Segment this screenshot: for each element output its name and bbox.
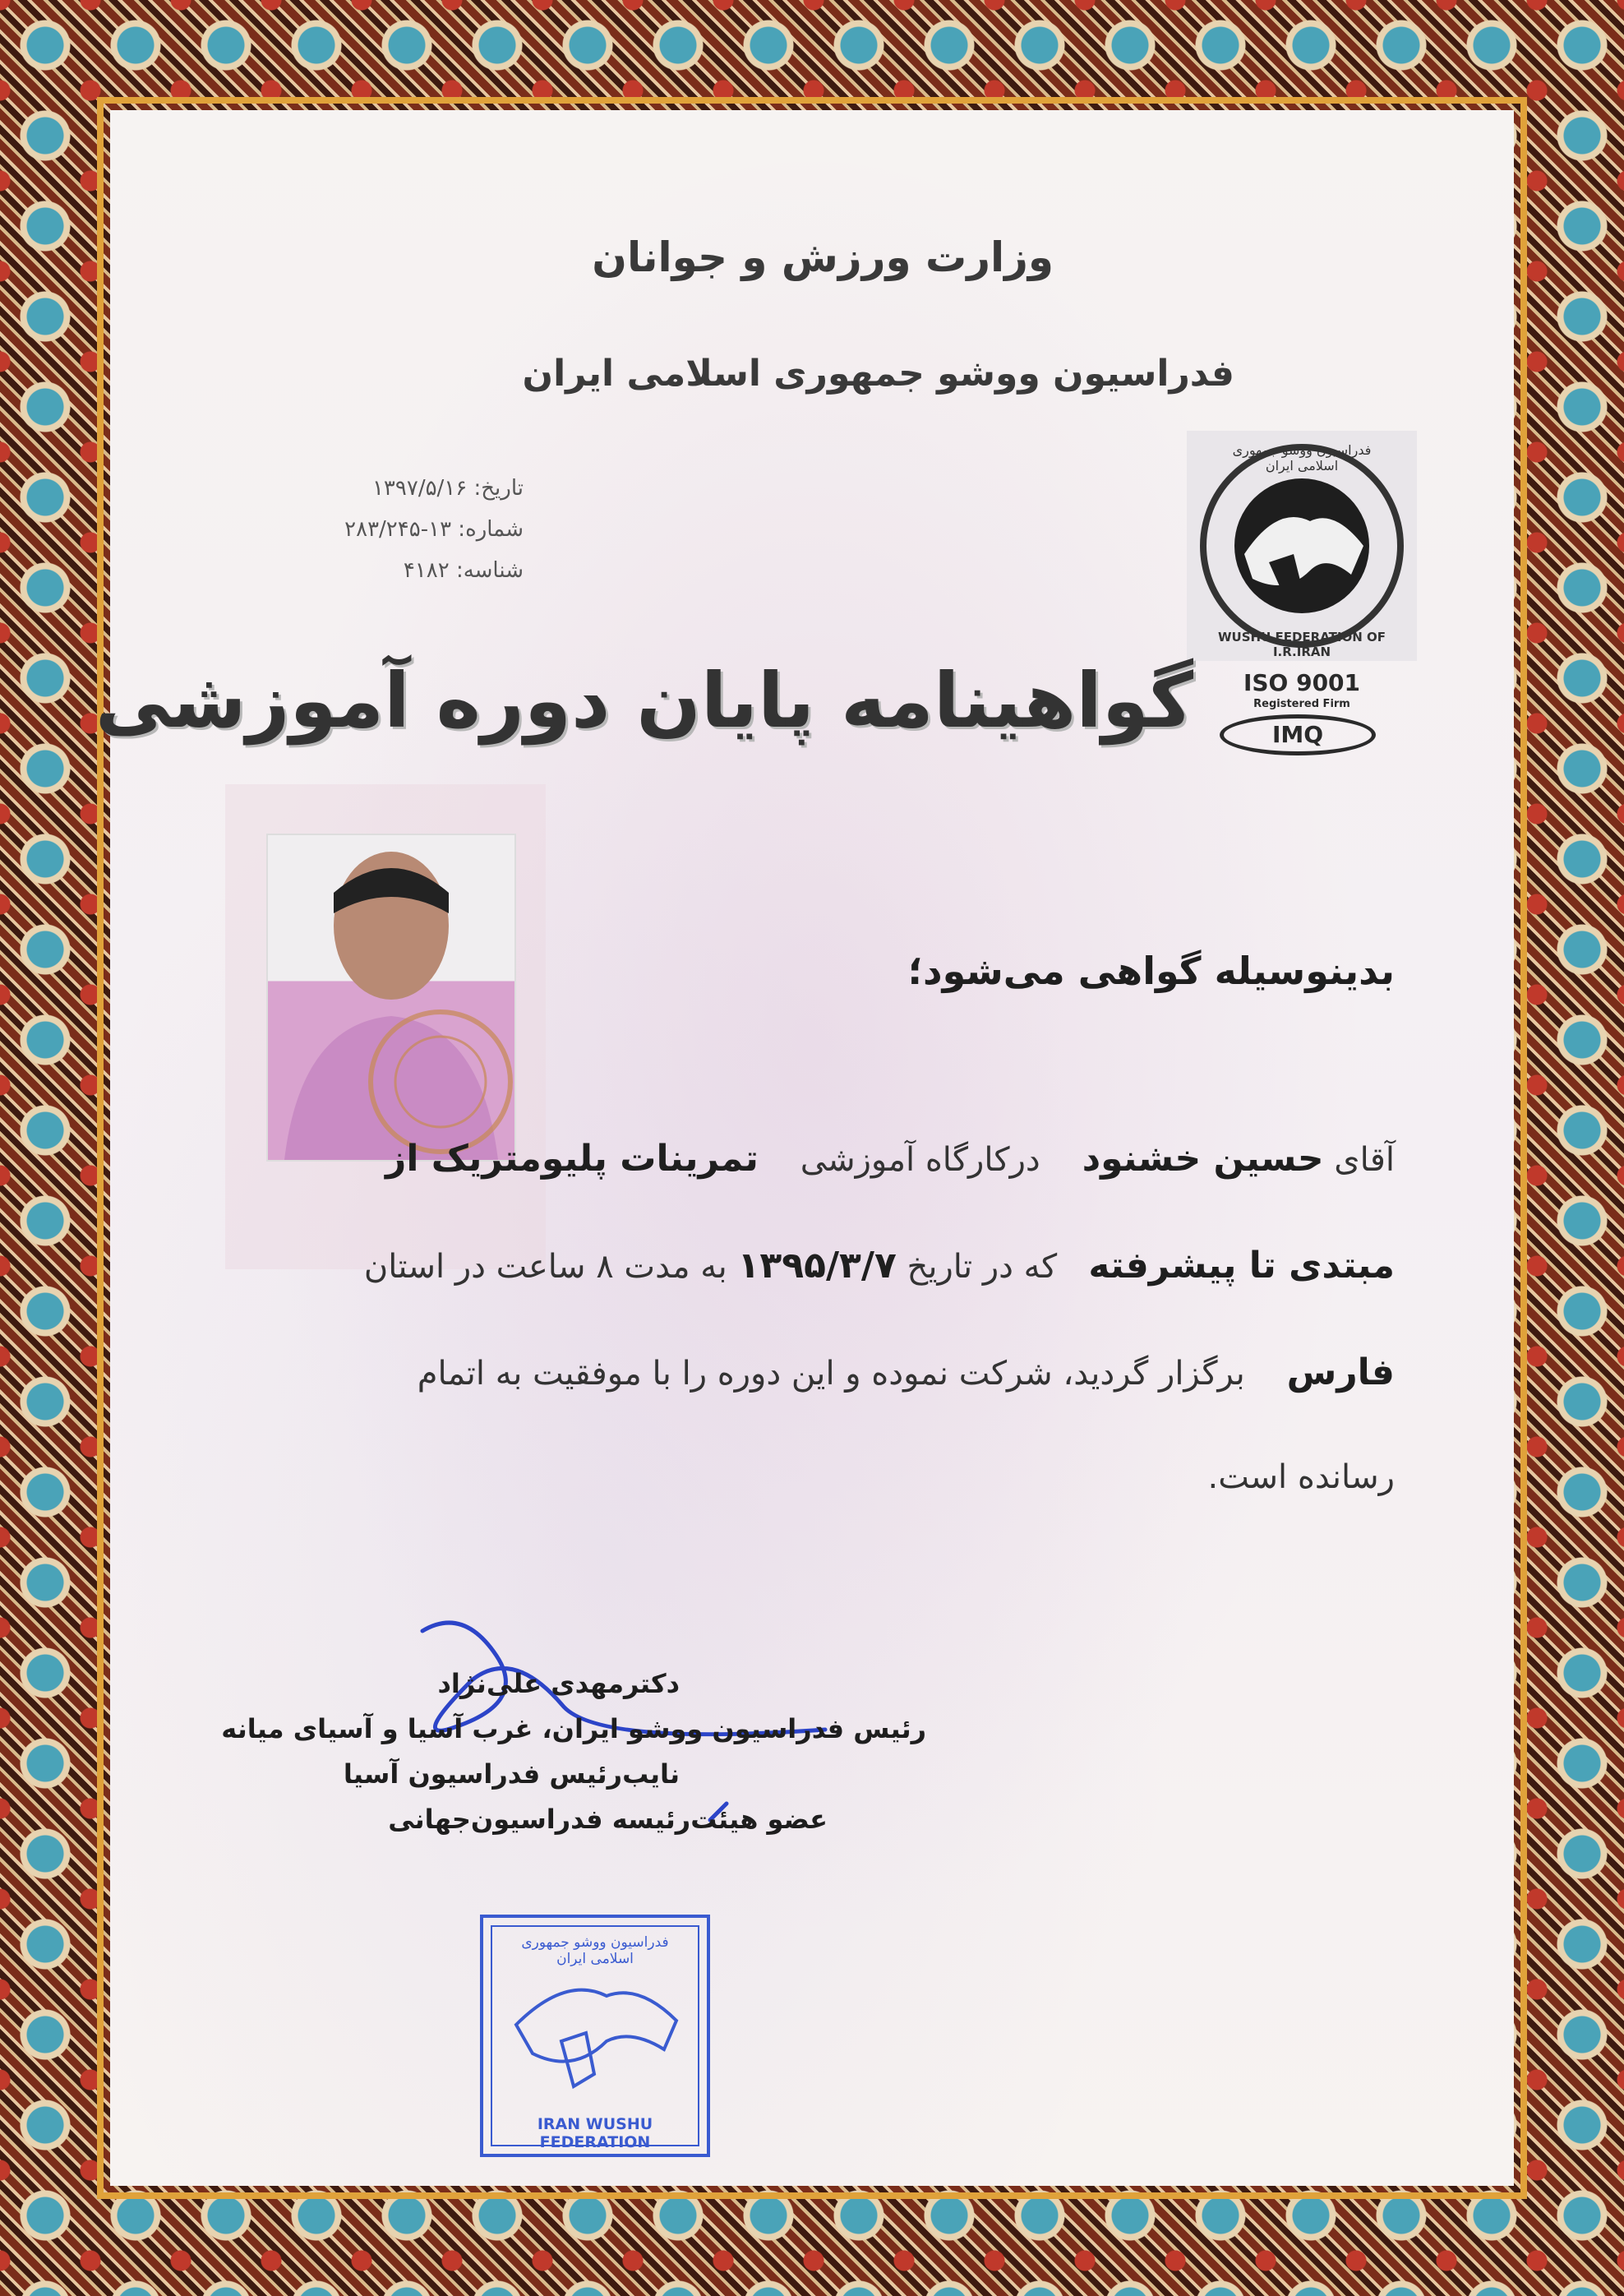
iso-label: ISO 9001 [1243,669,1361,696]
course-date: ۱۳۹۵/۳/۷ [737,1245,897,1287]
holder-photo [266,834,516,1162]
closing-text: رسانده است. [1207,1458,1395,1496]
stamp-arc-text: فدراسیون ووشو جمهوری اسلامی ایران [521,1934,669,1967]
number-line: شماره: ۱۳-۲۸۳/۲۴۵ [344,517,524,542]
id-line: شناسه: ۴۱۸۲ [403,558,524,583]
province-name: فارس [1286,1351,1395,1393]
logo-ring-text-en: WUSHU FEDERATION OF I.R.IRAN [1217,630,1386,659]
intro-text: بدینوسیله گواهی می‌شود؛ [907,949,1395,993]
iso-sublabel: Registered Firm [1253,698,1350,710]
signatory-name: دکترمهدی علی‌نژاد [437,1668,680,1699]
imq-badge [1220,714,1376,755]
date-intro-text: که در تاریخ [907,1248,1058,1286]
federation-heading: فدراسیون ووشو جمهوری اسلامی ایران [522,353,1234,395]
holder-name: حسین خشنود [1082,1138,1324,1180]
date-line: تاریخ: ۱۳۹۷/۵/۱۶ [371,476,524,501]
person-portrait-icon [268,835,514,1160]
body-line-3 [418,1351,1395,1393]
workshop-text: درکارگاه آموزشی [800,1141,1040,1179]
signatory-role-3: عضو هیئت‌رئیسه فدراسیون‌جهانی [388,1804,828,1835]
federation-logo [1187,431,1417,760]
certificate-paper [95,110,1514,2186]
body-line-1 [385,1138,1395,1180]
federation-stamp [480,1915,710,2157]
stamp-bottom-text: IRAN WUSHU FEDERATION [537,2115,653,2151]
signatory-role-1: رئیس فدراسیون ووشو ایران، غرب آسیا و آسیای میانه [221,1713,926,1744]
course-name-part2: مبتدی تا پیشرفته [1088,1245,1395,1287]
body-line-2 [364,1245,1395,1287]
imq-badge-text: IMQ [1271,721,1324,748]
ministry-heading: وزارت ورزش و جوانان [592,233,1054,281]
intro-line [908,949,1395,993]
signatory-role-2: نایب‌رئیس فدراسیون آسیا [343,1758,680,1790]
logo-ring-text-fa: فدراسیون ووشو جمهوری اسلامی ایران [1232,442,1372,474]
body-line-4 [1208,1458,1395,1496]
course-name-part1: تمرینات پلیومتریک از [385,1138,759,1180]
title-prefix: آقای [1334,1141,1395,1179]
duration-text: به مدت ۸ ساعت در استان [363,1248,727,1286]
certificate-title: گواهینامه پایان دوره آموزشی [95,657,1193,745]
completion-text: برگزار گردید، شرکت نموده و این دوره را با موفقیت به اتمام [417,1355,1245,1393]
logo-emblem-icon [1187,431,1417,760]
